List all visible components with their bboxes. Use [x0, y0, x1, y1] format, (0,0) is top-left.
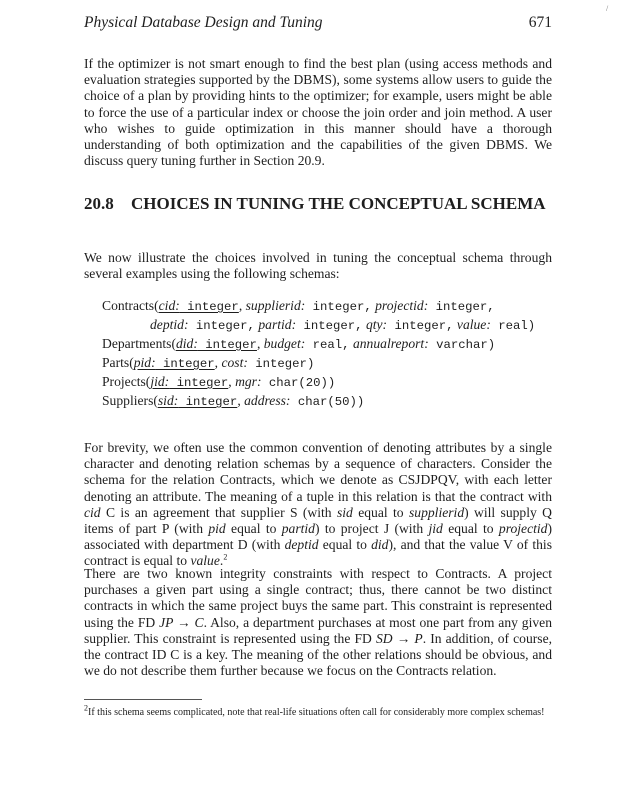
schema-contracts-line1: Contracts(cid: integer, supplierid: integer, projectid: integer, [102, 298, 495, 314]
relation-name: Contracts( [102, 298, 159, 313]
lead-paragraph: We now illustrate the choices involved in tuning the conceptual schema through several examples using the following schemas: [84, 250, 552, 282]
attribute: budget: [263, 336, 306, 351]
brevity-paragraph: For brevity, we often use the common convention of denoting attributes by a single character and denoting relation schemas by a sequence of characters. Consider the schema for the relation Contracts, which we denote as CSJDPQV, with each letter denoting an attribute. The meaning of a tuple in this relation is that the contract with cid C is an agreement that supplier S (with sid equal to supplierid) will supply Q items of part P (with pid equal to partid) to project J (with jid equal to projectid) associated with department D (with deptid equal to did), and that the value V of this contract is equal to value.$^2$ [84, 440, 552, 569]
attribute: address: [244, 393, 291, 408]
relation-name: Suppliers( [102, 393, 158, 408]
attribute: mgr: [235, 374, 262, 389]
intro-paragraph: If the optimizer is not smart enough to find the best plan (using access methods and evaluation strategies supported by the DBMS), some systems allow users to guide the choice of a plan by providing hints to the optimizer; for example, users might be able to force the use of a particular index or choose the join order and join method. A user who wishes to guide optimization in this manner should have a thorough understanding of both optimization and the capabilities of the given DBMS. We discuss query tuning further in Section 20.9. [84, 56, 552, 169]
attribute: supplierid: [245, 298, 306, 313]
page-header [84, 14, 552, 36]
attribute: projectid: [375, 298, 429, 313]
key-attribute: jid: integer [150, 374, 229, 390]
schema-list [102, 297, 552, 411]
section-heading [84, 193, 552, 215]
attribute: deptid: [150, 317, 189, 332]
running-title: Physical Database Design and Tuning [84, 14, 323, 31]
attribute: cost: [221, 355, 248, 370]
key-attribute: did: integer [175, 336, 257, 352]
fd-jp-c: JP → C [159, 614, 204, 630]
attribute: partid: [258, 317, 297, 332]
schema-parts: Parts(pid: integer, cost: integer) [102, 355, 315, 371]
footnote-marker: 2 [223, 552, 228, 562]
key-attribute: sid: integer [157, 393, 238, 409]
footnote-number: 2 [84, 703, 88, 713]
corner-mark: / [606, 4, 609, 13]
attribute: annualreport: [352, 336, 429, 351]
attribute: value: [456, 317, 491, 332]
footnote-text: If this schema seems complicated, note that real-life situations often call for considerably more complex schemas! [88, 707, 545, 718]
schema-departments: Departments(did: integer, budget: real, annualreport: varchar) [102, 336, 496, 352]
schema-projects: Projects(jid: integer, mgr: char(20)) [102, 374, 336, 390]
section-number: 20.8 [84, 194, 114, 213]
section-title: CHOICES IN TUNING THE CONCEPTUAL SCHEMA [131, 194, 546, 213]
relation-name: Projects( [102, 374, 151, 389]
footnote-divider [84, 699, 202, 700]
relation-name: Parts( [102, 355, 134, 370]
schema-suppliers: Suppliers(sid: integer, address: char(50)) [102, 393, 365, 409]
key-attribute: pid: integer [133, 355, 215, 371]
key-attribute: cid: integer [158, 298, 239, 314]
fd-sd-p: SD → P [375, 630, 423, 646]
relation-name: Departments( [102, 336, 176, 351]
constraints-paragraph: There are two known integrity constraints with respect to Contracts. A project purchases a given part using a single contract; thus, there cannot be two distinct contracts in which the same project buys the same part. This constraint is represented using the FD JP → C. Also, a department purchases at most one part from any given supplier. This constraint is represented using the FD SD → P. In addition, of course, the contract ID C is a key. The meaning of the other relations should be obvious, and we do not describe them further because we focus on the Contracts relation. [84, 566, 553, 679]
footnote [84, 703, 552, 719]
page-number: 671 [528, 14, 552, 31]
attribute: qty: [365, 317, 388, 332]
schema-contracts-line2: deptid: integer, partid: integer, qty: integer, value: real) [150, 317, 536, 333]
